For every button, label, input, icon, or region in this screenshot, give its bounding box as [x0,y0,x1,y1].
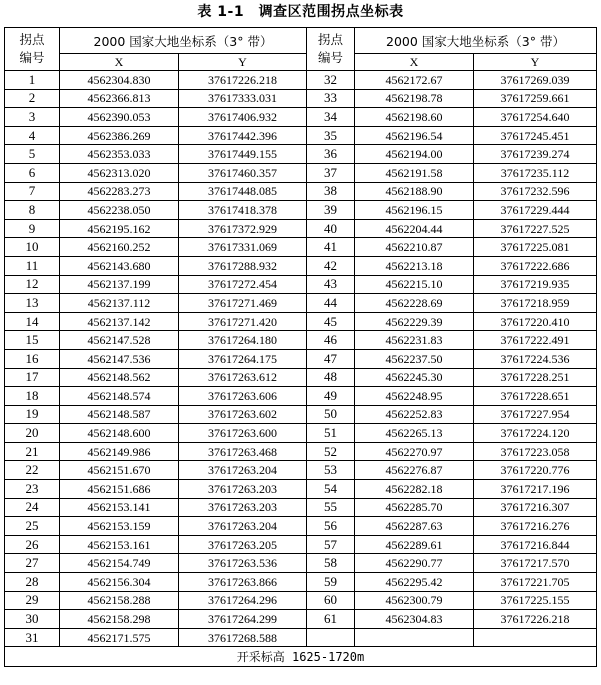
y-coordinate-cell: 37617263.602 [179,405,307,424]
table-row [5,535,597,554]
table-title: 表 1-1 调查区范围拐点坐标表 [197,4,404,20]
point-number-cell: 7 [5,182,60,201]
x-coordinate-cell: 4562195.162 [60,219,179,238]
y-coordinate-cell: 37617271.420 [179,312,307,331]
y-coordinate-cell: 37617268.588 [179,628,307,647]
x-coordinate-cell: 4562137.142 [60,312,179,331]
coordinate-table [4,27,597,667]
point-number-cell: 18 [5,387,60,406]
x-coordinate-cell: 4562196.15 [355,201,474,220]
y-coordinate-cell: 37617272.454 [179,275,307,294]
coordinate-system-header-right: 2000 国家大地坐标系（3° 带） [355,28,597,54]
y-coordinate-cell: 37617224.536 [474,349,597,368]
x-coordinate-cell: 4562290.77 [355,554,474,573]
point-number-cell: 40 [307,219,355,238]
point-number-cell: 44 [307,294,355,313]
point-number-cell: 45 [307,312,355,331]
x-coordinate-cell: 4562245.30 [355,368,474,387]
table-row [5,89,597,108]
table-row [5,108,597,127]
table-row [5,238,597,257]
empty-cell [307,628,355,647]
point-number-cell: 47 [307,349,355,368]
point-number-cell: 61 [307,610,355,629]
x-coordinate-cell: 4562304.830 [60,71,179,90]
point-number-cell: 48 [307,368,355,387]
y-coordinate-cell: 37617222.491 [474,331,597,350]
table-row [5,349,597,368]
table-row [5,182,597,201]
point-number-cell: 52 [307,442,355,461]
point-number-cell: 60 [307,591,355,610]
x-coordinate-cell: 4562270.97 [355,442,474,461]
y-coordinate-cell: 37617263.600 [179,424,307,443]
x-coordinate-cell: 4562386.269 [60,126,179,145]
point-number-cell: 41 [307,238,355,257]
point-number-cell: 6 [5,163,60,182]
point-header-line2: 编号 [19,50,45,65]
table-row [5,442,597,461]
y-coordinate-cell: 37617263.203 [179,480,307,499]
x-column-header-left: X [60,54,179,71]
table-row [5,573,597,592]
y-coordinate-cell: 37617232.596 [474,182,597,201]
x-coordinate-cell: 4562137.112 [60,294,179,313]
y-coordinate-cell: 37617222.686 [474,256,597,275]
y-coordinate-cell: 37617264.180 [179,331,307,350]
y-coordinate-cell: 37617220.776 [474,461,597,480]
x-coordinate-cell: 4562285.70 [355,498,474,517]
table-row [5,126,597,145]
x-coordinate-cell: 4562151.670 [60,461,179,480]
point-number-cell: 29 [5,591,60,610]
point-number-cell: 20 [5,424,60,443]
y-coordinate-cell: 37617269.039 [474,71,597,90]
y-coordinate-cell: 37617221.705 [474,573,597,592]
table-row [5,517,597,536]
x-coordinate-cell: 4562300.79 [355,591,474,610]
table-row [5,628,597,647]
x-coordinate-cell: 4562228.69 [355,294,474,313]
x-coordinate-cell: 4562151.686 [60,480,179,499]
y-coordinate-cell: 37617264.296 [179,591,307,610]
y-coordinate-cell: 37617263.204 [179,461,307,480]
x-coordinate-cell: 4562213.18 [355,256,474,275]
y-coordinate-cell: 37617229.444 [474,201,597,220]
empty-cell [355,628,474,647]
coordinate-table-body [5,71,597,667]
y-coordinate-cell: 37617239.274 [474,145,597,164]
y-coordinate-cell: 37617263.205 [179,535,307,554]
table-row [5,387,597,406]
x-coordinate-cell: 4562158.298 [60,610,179,629]
point-number-cell: 13 [5,294,60,313]
y-coordinate-cell: 37617331.069 [179,238,307,257]
x-coordinate-cell: 4562231.83 [355,331,474,350]
x-coordinate-cell: 4562276.87 [355,461,474,480]
point-number-cell: 17 [5,368,60,387]
table-row [5,610,597,629]
point-number-cell: 36 [307,145,355,164]
y-coordinate-cell: 37617263.203 [179,498,307,517]
point-number-cell: 49 [307,387,355,406]
table-row [5,275,597,294]
x-coordinate-cell: 4562149.986 [60,442,179,461]
table-row [5,368,597,387]
y-coordinate-cell: 37617271.469 [179,294,307,313]
point-number-cell: 24 [5,498,60,517]
x-coordinate-cell: 4562153.159 [60,517,179,536]
point-number-cell: 11 [5,256,60,275]
table-row [5,145,597,164]
table-row [5,71,597,90]
y-coordinate-cell: 37617263.612 [179,368,307,387]
y-coordinate-cell: 37617254.640 [474,108,597,127]
y-column-header-left: Y [179,54,307,71]
point-number-cell: 12 [5,275,60,294]
x-coordinate-cell: 4562172.67 [355,71,474,90]
point-number-cell: 43 [307,275,355,294]
x-coordinate-cell: 4562198.78 [355,89,474,108]
y-coordinate-cell: 37617216.844 [474,535,597,554]
point-number-cell: 46 [307,331,355,350]
y-coordinate-cell: 37617449.155 [179,145,307,164]
y-coordinate-cell: 37617226.218 [474,610,597,629]
x-coordinate-cell: 4562289.61 [355,535,474,554]
mining-elevation-note: 开采标高 1625-1720m [5,647,597,667]
y-coordinate-cell: 37617263.606 [179,387,307,406]
point-number-cell: 5 [5,145,60,164]
x-coordinate-cell: 4562137.199 [60,275,179,294]
x-coordinate-cell: 4562237.50 [355,349,474,368]
point-number-cell: 37 [307,163,355,182]
point-number-cell: 30 [5,610,60,629]
point-number-cell: 56 [307,517,355,536]
point-header-line2: 编号 [317,50,343,65]
table-row [5,256,597,275]
point-number-cell: 8 [5,201,60,220]
y-coordinate-cell: 37617224.120 [474,424,597,443]
x-coordinate-cell: 4562252.83 [355,405,474,424]
point-number-cell: 3 [5,108,60,127]
table-row [5,591,597,610]
y-coordinate-cell: 37617245.451 [474,126,597,145]
table-row [5,405,597,424]
x-coordinate-cell: 4562204.44 [355,219,474,238]
y-coordinate-cell: 37617264.299 [179,610,307,629]
point-number-cell: 9 [5,219,60,238]
point-header-line1: 拐点 [317,32,343,47]
point-number-cell: 31 [5,628,60,647]
point-number-cell: 1 [5,71,60,90]
x-coordinate-cell: 4562196.54 [355,126,474,145]
y-coordinate-cell: 37617228.651 [474,387,597,406]
point-number-cell: 32 [307,71,355,90]
y-coordinate-cell: 37617220.410 [474,312,597,331]
x-coordinate-cell: 4562248.95 [355,387,474,406]
point-number-cell: 59 [307,573,355,592]
y-coordinate-cell: 37617264.175 [179,349,307,368]
point-number-cell: 42 [307,256,355,275]
y-coordinate-cell: 37617263.204 [179,517,307,536]
y-coordinate-cell: 37617225.155 [474,591,597,610]
x-coordinate-cell: 4562188.90 [355,182,474,201]
table-row [5,331,597,350]
table-row [5,312,597,331]
y-coordinate-cell: 37617225.081 [474,238,597,257]
y-coordinate-cell: 37617442.396 [179,126,307,145]
point-number-cell: 33 [307,89,355,108]
point-number-cell: 2 [5,89,60,108]
point-number-cell: 21 [5,442,60,461]
y-coordinate-cell: 37617219.935 [474,275,597,294]
y-coordinate-cell: 37617259.661 [474,89,597,108]
point-number-cell: 25 [5,517,60,536]
x-coordinate-cell: 4562238.050 [60,201,179,220]
x-coordinate-cell: 4562158.288 [60,591,179,610]
point-number-cell: 54 [307,480,355,499]
x-coordinate-cell: 4562287.63 [355,517,474,536]
point-number-cell: 34 [307,108,355,127]
point-number-cell: 51 [307,424,355,443]
x-coordinate-cell: 4562353.033 [60,145,179,164]
y-coordinate-cell: 37617223.058 [474,442,597,461]
y-coordinate-cell: 37617217.570 [474,554,597,573]
y-coordinate-cell: 37617333.031 [179,89,307,108]
point-number-cell: 22 [5,461,60,480]
point-number-cell: 57 [307,535,355,554]
point-number-cell: 23 [5,480,60,499]
y-coordinate-cell: 37617228.251 [474,368,597,387]
y-coordinate-cell: 37617217.196 [474,480,597,499]
y-coordinate-cell: 37617372.929 [179,219,307,238]
x-coordinate-cell: 4562229.39 [355,312,474,331]
y-coordinate-cell: 37617263.536 [179,554,307,573]
x-coordinate-cell: 4562156.304 [60,573,179,592]
point-header-line1: 拐点 [19,32,45,47]
table-row [5,461,597,480]
table-row [5,498,597,517]
x-coordinate-cell: 4562390.053 [60,108,179,127]
point-number-cell: 10 [5,238,60,257]
x-coordinate-cell: 4562153.161 [60,535,179,554]
y-coordinate-cell: 37617227.525 [474,219,597,238]
point-number-cell: 4 [5,126,60,145]
y-coordinate-cell: 37617448.085 [179,182,307,201]
point-number-header-left [5,28,60,71]
x-coordinate-cell: 4562283.273 [60,182,179,201]
y-coordinate-cell: 37617263.866 [179,573,307,592]
x-column-header-right: X [355,54,474,71]
x-coordinate-cell: 4562154.749 [60,554,179,573]
empty-cell [474,628,597,647]
x-coordinate-cell: 4562147.528 [60,331,179,350]
y-coordinate-cell: 37617227.954 [474,405,597,424]
x-coordinate-cell: 4562191.58 [355,163,474,182]
y-coordinate-cell: 37617218.959 [474,294,597,313]
point-number-cell: 58 [307,554,355,573]
x-coordinate-cell: 4562143.680 [60,256,179,275]
point-number-cell: 14 [5,312,60,331]
x-coordinate-cell: 4562160.252 [60,238,179,257]
y-coordinate-cell: 37617460.357 [179,163,307,182]
point-number-cell: 50 [307,405,355,424]
x-coordinate-cell: 4562171.575 [60,628,179,647]
x-coordinate-cell: 4562153.141 [60,498,179,517]
x-coordinate-cell: 4562265.13 [355,424,474,443]
table-row [5,201,597,220]
y-coordinate-cell: 37617406.932 [179,108,307,127]
table-row [5,219,597,238]
y-coordinate-cell: 37617235.112 [474,163,597,182]
point-number-cell: 39 [307,201,355,220]
coordinate-system-header-left: 2000 国家大地坐标系（3° 带） [60,28,307,54]
x-coordinate-cell: 4562210.87 [355,238,474,257]
x-coordinate-cell: 4562148.587 [60,405,179,424]
y-coordinate-cell: 37617226.218 [179,71,307,90]
x-coordinate-cell: 4562148.574 [60,387,179,406]
point-number-cell: 27 [5,554,60,573]
x-coordinate-cell: 4562194.00 [355,145,474,164]
table-row [5,424,597,443]
x-coordinate-cell: 4562282.18 [355,480,474,499]
point-number-cell: 53 [307,461,355,480]
point-number-cell: 19 [5,405,60,424]
y-coordinate-cell: 37617216.276 [474,517,597,536]
point-number-cell: 35 [307,126,355,145]
table-row [5,480,597,499]
x-coordinate-cell: 4562304.83 [355,610,474,629]
x-coordinate-cell: 4562148.562 [60,368,179,387]
x-coordinate-cell: 4562215.10 [355,275,474,294]
x-coordinate-cell: 4562313.020 [60,163,179,182]
point-number-header-right [307,28,355,71]
point-number-cell: 38 [307,182,355,201]
y-column-header-right: Y [474,54,597,71]
footer-row [5,647,597,667]
x-coordinate-cell: 4562198.60 [355,108,474,127]
x-coordinate-cell: 4562148.600 [60,424,179,443]
x-coordinate-cell: 4562295.42 [355,573,474,592]
y-coordinate-cell: 37617263.468 [179,442,307,461]
point-number-cell: 28 [5,573,60,592]
table-row [5,294,597,313]
table-row [5,554,597,573]
x-coordinate-cell: 4562147.536 [60,349,179,368]
y-coordinate-cell: 37617418.378 [179,201,307,220]
point-number-cell: 26 [5,535,60,554]
point-number-cell: 15 [5,331,60,350]
y-coordinate-cell: 37617288.932 [179,256,307,275]
point-number-cell: 16 [5,349,60,368]
y-coordinate-cell: 37617216.307 [474,498,597,517]
table-row [5,163,597,182]
point-number-cell: 55 [307,498,355,517]
x-coordinate-cell: 4562366.813 [60,89,179,108]
